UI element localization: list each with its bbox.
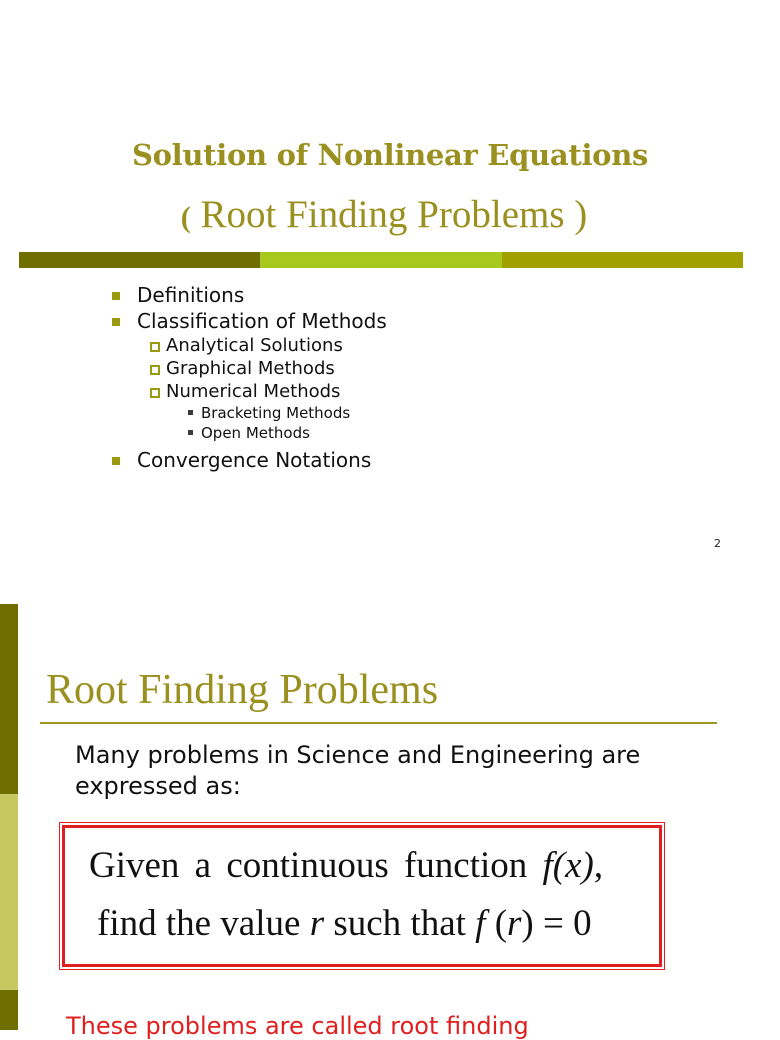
hollow-square-bullet-icon <box>150 365 160 375</box>
small-square-bullet-icon <box>188 410 193 415</box>
small-square-bullet-icon <box>188 430 193 435</box>
list-item: Convergence Notations <box>112 447 387 473</box>
list-item: Open Methods <box>112 423 387 443</box>
side-strip-segment <box>0 794 18 990</box>
list-item: Classification of Methods <box>112 308 387 334</box>
list-item: Analytical Solutions <box>112 334 387 357</box>
hollow-square-bullet-icon <box>150 342 160 352</box>
equation-box <box>62 825 662 967</box>
side-strip <box>0 604 18 1024</box>
slide-title: Solution of Nonlinear Equations <box>131 138 649 172</box>
body-text: Many problems in Science and Engineering are expressed as: <box>75 741 641 800</box>
list-item: Graphical Methods <box>112 357 387 380</box>
color-bar-segment <box>260 252 501 268</box>
title-underline <box>40 722 717 724</box>
subtitle-open-paren: ( <box>180 201 191 234</box>
color-bar-segment <box>502 252 743 268</box>
color-bar-segment <box>19 252 260 268</box>
color-bar <box>19 252 743 268</box>
equation-line-2: find the value r such that f (r) = 0 <box>97 903 592 944</box>
slide-2 <box>0 580 768 1040</box>
side-strip-segment <box>0 604 18 794</box>
list-item: Bracketing Methods <box>112 403 387 423</box>
list-item: Numerical Methods <box>112 380 387 403</box>
side-strip-segment <box>0 990 18 1030</box>
hollow-square-bullet-icon <box>150 388 160 398</box>
list-item: Definitions <box>112 282 387 308</box>
subtitle-text: Root Finding Problems ) <box>190 193 588 236</box>
square-bullet-icon <box>112 318 120 326</box>
equation-line-1: Given a continuous function f(x), <box>89 845 604 886</box>
page-number: 2 <box>714 537 721 550</box>
slide-subtitle <box>0 192 768 237</box>
slide-title: Root Finding Problems <box>46 667 439 713</box>
outline-list <box>112 282 387 473</box>
square-bullet-icon <box>112 292 120 300</box>
square-bullet-icon <box>112 457 120 465</box>
footer-text: These problems are called root finding <box>66 1012 529 1040</box>
